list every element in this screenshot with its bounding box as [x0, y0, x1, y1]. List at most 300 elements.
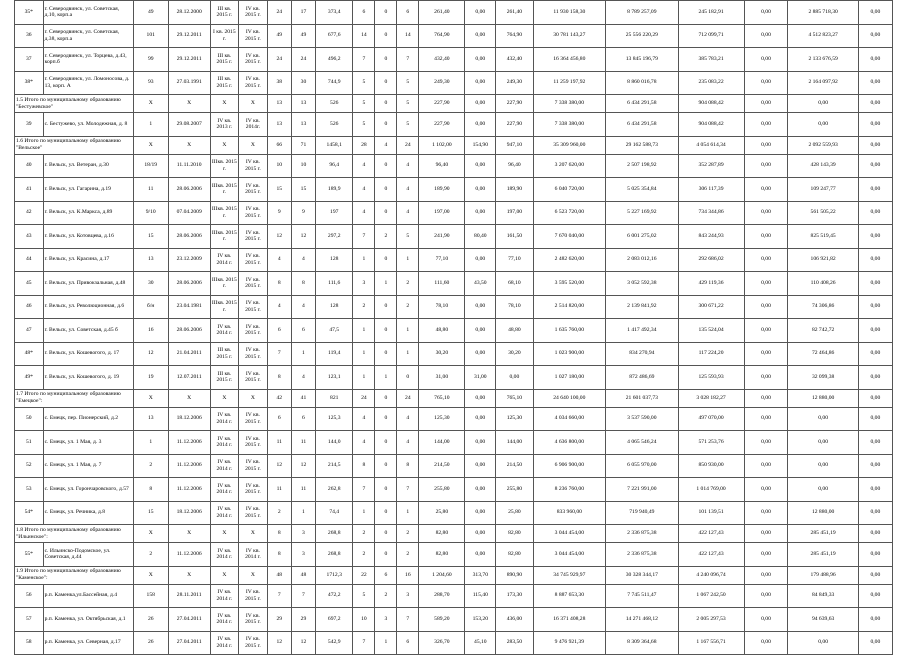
table-cell: 0,00: [465, 248, 496, 272]
table-cell: 82 742,72: [788, 319, 858, 343]
table-cell: 12: [267, 631, 291, 655]
table-cell: 154,90: [465, 136, 496, 154]
table-cell: 3 537 590,00: [606, 407, 679, 431]
table-cell: 12: [267, 225, 291, 249]
table-cell: 6: [375, 566, 397, 584]
table-row: [15, 431, 893, 455]
table-cell: 526: [316, 95, 353, 113]
table-cell: 74,4: [316, 501, 353, 525]
table-cell: 07.04.2009: [168, 201, 210, 225]
table-cell: с. Емецк, ул. Речника, д.8: [43, 501, 133, 525]
table-cell: 18/19: [133, 154, 168, 178]
table-row: [15, 608, 893, 632]
table-cell: 25 556 220,29: [606, 24, 679, 48]
table-cell: 4: [353, 178, 375, 202]
table-cell: 6 434 291,58: [606, 113, 679, 137]
table-cell: 0,00: [744, 272, 788, 296]
table-cell: 6 040 720,00: [533, 178, 606, 202]
table-cell: 429 119,36: [678, 272, 744, 296]
table-cell: 1 027 180,00: [533, 366, 606, 390]
table-cell: X: [168, 95, 210, 113]
table-cell: 0,00: [465, 389, 496, 407]
table-row: [15, 113, 893, 137]
table-cell: 326,70: [419, 631, 465, 655]
table-cell: г. Вельск, ул. Ветеран, д.30: [43, 154, 133, 178]
table-cell: 189,9: [316, 178, 353, 202]
table-cell: 28.06.2006: [168, 178, 210, 202]
table-row: [15, 248, 893, 272]
table-cell: 197,00: [496, 201, 533, 225]
table-cell: 31,00: [419, 366, 465, 390]
table-cell: 0: [375, 248, 397, 272]
table-cell: 4: [397, 407, 419, 431]
table-cell: 48: [267, 566, 291, 584]
table-cell: 0,00: [858, 431, 892, 455]
table-row: [15, 454, 893, 478]
table-cell: 0,00: [744, 24, 788, 48]
table-cell: 7: [353, 225, 375, 249]
table-cell: 9: [267, 201, 291, 225]
table-cell: 197: [316, 201, 353, 225]
table-cell: 1: [353, 319, 375, 343]
subtotal-row: [15, 525, 893, 543]
table-cell: IV кв. 2015 г.: [239, 1, 268, 25]
table-cell: 904 088,42: [678, 113, 744, 137]
table-cell: 36: [15, 24, 44, 48]
table-cell: IV кв. 2014 г.: [210, 608, 239, 632]
table-cell: г. Вельск, ул. Революционная, д.6: [43, 295, 133, 319]
table-cell: 0,00: [744, 248, 788, 272]
table-cell: 0: [375, 342, 397, 366]
table-cell: 0,00: [465, 48, 496, 72]
table-cell: 161,50: [496, 225, 533, 249]
table-cell: 8 887 653,30: [533, 584, 606, 608]
table-cell: 46: [15, 295, 44, 319]
table-cell: 8 860 016,78: [606, 71, 679, 95]
table-cell: 24: [267, 1, 291, 25]
table-cell: 3: [397, 584, 419, 608]
table-cell: X: [210, 95, 239, 113]
table-cell: IV кв. 2015 г.: [239, 154, 268, 178]
table-cell: 4: [291, 248, 315, 272]
table-cell: IV кв. 2015 г.: [239, 178, 268, 202]
table-cell: 12: [291, 631, 315, 655]
table-cell: 4 054 614,34: [678, 136, 744, 154]
table-cell: г. Вельск, ул. Советская, д.45 б: [43, 319, 133, 343]
table-cell: 0,00: [858, 407, 892, 431]
table-cell: 0: [375, 454, 397, 478]
table-cell: 0,00: [465, 319, 496, 343]
table-cell: 422 127,43: [678, 525, 744, 543]
table-cell: 833 960,00: [533, 501, 606, 525]
table-cell: 15: [133, 501, 168, 525]
table-cell: 4: [353, 201, 375, 225]
table-cell: 117 224,20: [678, 342, 744, 366]
table-cell: 2 336 875,38: [606, 525, 679, 543]
table-cell: X: [239, 136, 268, 154]
table-cell: 3 595 520,00: [533, 272, 606, 296]
table-cell: IV кв. 2015 г.: [239, 248, 268, 272]
table-cell: 144,00: [496, 431, 533, 455]
table-cell: 561 505,22: [788, 201, 858, 225]
table-cell: 719 940,49: [606, 501, 679, 525]
subtotal-row: [15, 95, 893, 113]
table-cell: 7: [353, 48, 375, 72]
table-cell: 15: [291, 178, 315, 202]
table-row: [15, 584, 893, 608]
subtotal-label: 1.7 Итого по муниципальному образованию "Емецкое":: [15, 389, 134, 407]
table-cell: 0,00: [465, 342, 496, 366]
table-cell: 0: [375, 178, 397, 202]
table-cell: с. Бестужево, ул. Молодежная, д. 8: [43, 113, 133, 137]
table-cell: 27.04.2011: [168, 631, 210, 655]
table-row: [15, 272, 893, 296]
table-cell: 19: [133, 366, 168, 390]
table-cell: 0,00: [858, 342, 892, 366]
table-cell: 0,00: [858, 24, 892, 48]
table-cell: 5: [353, 71, 375, 95]
table-cell: 0,00: [744, 319, 788, 343]
table-cell: 9: [291, 201, 315, 225]
table-cell: IV кв. 2015 г.: [239, 272, 268, 296]
table-cell: 123,1: [316, 366, 353, 390]
table-cell: 352 287,89: [678, 154, 744, 178]
table-cell: 30: [133, 272, 168, 296]
table-cell: 11.12.2006: [168, 543, 210, 567]
table-cell: 8 236 760,00: [533, 478, 606, 502]
table-cell: 843 244,93: [678, 225, 744, 249]
table-cell: с. Емецк, ул. Горончаровского, д.57: [43, 478, 133, 502]
table-cell: 0,00: [744, 566, 788, 584]
table-cell: 0: [375, 295, 397, 319]
table-cell: 30,20: [419, 342, 465, 366]
table-cell: I кв. 2015 г.: [210, 24, 239, 48]
table-cell: 158: [133, 584, 168, 608]
table-cell: 94 639,63: [788, 608, 858, 632]
table-cell: 49: [133, 1, 168, 25]
table-cell: 6 001 275,02: [606, 225, 679, 249]
table-cell: 227,90: [419, 95, 465, 113]
table-row: [15, 342, 893, 366]
table-cell: 0,00: [744, 154, 788, 178]
table-row: [15, 1, 893, 25]
table-cell: 2 005 297,53: [678, 608, 744, 632]
table-cell: 0: [375, 71, 397, 95]
table-cell: 7 338 380,00: [533, 95, 606, 113]
table-cell: 0,00: [465, 478, 496, 502]
table-cell: 26: [133, 608, 168, 632]
table-cell: 8: [267, 543, 291, 567]
table-cell: IV кв. 2014 г.: [210, 407, 239, 431]
table-cell: 84 849,33: [788, 584, 858, 608]
table-cell: X: [239, 525, 268, 543]
table-cell: с. Ильинско-Подомское, ул. Советская, д.44: [43, 543, 133, 567]
table-row: [15, 319, 893, 343]
table-cell: 0,00: [465, 1, 496, 25]
table-cell: 3 044 454,00: [533, 525, 606, 543]
table-cell: 11 259 197,92: [533, 71, 606, 95]
table-cell: 261,40: [419, 1, 465, 25]
table-cell: 6 906 900,00: [533, 454, 606, 478]
table-cell: IV кв. 2015 г.: [239, 608, 268, 632]
table-cell: 0,00: [496, 366, 533, 390]
table-cell: г. Северодвинск, ул. Торцева, д.43, корп.б: [43, 48, 133, 72]
table-cell: 119,4: [316, 342, 353, 366]
table-row: [15, 48, 893, 72]
table-row: [15, 407, 893, 431]
table-cell: 697,2: [316, 608, 353, 632]
table-cell: 16 364 456,80: [533, 48, 606, 72]
table-cell: 0,00: [858, 201, 892, 225]
table-cell: 0,00: [858, 389, 892, 407]
table-cell: 11.12.2006: [168, 454, 210, 478]
table-cell: X: [210, 136, 239, 154]
table-cell: IV кв. 2014 г.: [210, 584, 239, 608]
table-cell: 125,30: [419, 407, 465, 431]
table-cell: 28.11.2011: [168, 584, 210, 608]
table-cell: г. Северодвинск, ул. Ломоносова, д. 13, корп. А: [43, 71, 133, 95]
table-cell: г. Северодвинск, ул. Советская, д.10, корп.а: [43, 1, 133, 25]
table-cell: 432,40: [419, 48, 465, 72]
table-cell: 17: [291, 1, 315, 25]
table-cell: 28.12.2000: [168, 1, 210, 25]
table-cell: 128: [316, 248, 353, 272]
table-cell: 0,00: [858, 366, 892, 390]
table-cell: X: [239, 389, 268, 407]
table-cell: 2 885 718,30: [788, 1, 858, 25]
table-cell: 0: [375, 525, 397, 543]
table-cell: 4: [353, 431, 375, 455]
table-row: [15, 501, 893, 525]
table-cell: 0,00: [465, 454, 496, 478]
table-cell: X: [239, 95, 268, 113]
subtotal-label: 1.6 Итого по муниципальному образованию "Вельское": [15, 136, 134, 154]
table-row: [15, 24, 893, 48]
table-cell: III кв. 2015 г.: [210, 342, 239, 366]
table-cell: 1: [397, 319, 419, 343]
table-cell: 29 162 588,73: [606, 136, 679, 154]
table-row: [15, 178, 893, 202]
table-cell: 18.12.2006: [168, 407, 210, 431]
table-cell: 48: [291, 566, 315, 584]
table-cell: 5: [353, 113, 375, 137]
table-cell: 4 636 800,00: [533, 431, 606, 455]
table-cell: 29: [267, 608, 291, 632]
table-cell: IIIкв. 2015 г.: [210, 178, 239, 202]
table-cell: 7: [267, 342, 291, 366]
table-cell: 49: [267, 24, 291, 48]
table-cell: 3 207 620,00: [533, 154, 606, 178]
table-cell: 261,40: [496, 1, 533, 25]
table-cell: 0,00: [465, 154, 496, 178]
table-cell: 77,10: [496, 248, 533, 272]
table-cell: 26: [133, 631, 168, 655]
table-cell: 15: [133, 225, 168, 249]
table-cell: 42: [267, 389, 291, 407]
table-cell: 241,90: [419, 225, 465, 249]
table-cell: 0,00: [858, 136, 892, 154]
table-cell: 101: [133, 24, 168, 48]
table-cell: г. Северодвинск, ул. Советская, д.38, корп.а: [43, 24, 133, 48]
table-cell: 8: [353, 454, 375, 478]
table-cell: 0,00: [788, 478, 858, 502]
table-cell: 48,80: [496, 319, 533, 343]
table-cell: 109 247,77: [788, 178, 858, 202]
table-cell: 0,00: [858, 454, 892, 478]
table-row: [15, 201, 893, 225]
table-cell: 6: [353, 1, 375, 25]
table-cell: 144,00: [419, 431, 465, 455]
table-cell: 0,00: [858, 248, 892, 272]
table-cell: 0,00: [465, 113, 496, 137]
table-cell: с. Емецк, пер. Пионерский, д.2: [43, 407, 133, 431]
table-cell: 1: [353, 248, 375, 272]
table-cell: 890,90: [496, 566, 533, 584]
table-cell: 0,00: [858, 566, 892, 584]
table-cell: 66: [267, 136, 291, 154]
table-cell: 13: [267, 95, 291, 113]
table-cell: IV кв. 2013 г.: [210, 113, 239, 137]
table-cell: 1: [291, 342, 315, 366]
table-cell: 44: [15, 248, 44, 272]
table-cell: IV кв. 2015 г.: [239, 366, 268, 390]
table-cell: 7: [397, 608, 419, 632]
table-cell: 13: [291, 113, 315, 137]
table-cell: 7: [267, 584, 291, 608]
table-cell: 825 519,45: [788, 225, 858, 249]
table-cell: 9 476 921,39: [533, 631, 606, 655]
table-cell: 764,90: [419, 24, 465, 48]
table-cell: 144,0: [316, 431, 353, 455]
table-cell: 947,10: [496, 136, 533, 154]
table-cell: 214,5: [316, 454, 353, 478]
table-cell: IV кв. 2015 г.: [239, 454, 268, 478]
table-cell: 5 227 169,92: [606, 201, 679, 225]
table-cell: 0,00: [788, 113, 858, 137]
table-cell: 0,00: [858, 478, 892, 502]
table-cell: 23.04.1981: [168, 295, 210, 319]
table-row: [15, 478, 893, 502]
table-cell: 0: [375, 543, 397, 567]
table-cell: 571 253,76: [678, 431, 744, 455]
table-cell: 71: [291, 136, 315, 154]
table-cell: 30 328 344,17: [606, 566, 679, 584]
table-cell: 285 451,19: [788, 543, 858, 567]
table-cell: 1 204,60: [419, 566, 465, 584]
table-cell: 0,00: [744, 136, 788, 154]
table-cell: 82,80: [419, 525, 465, 543]
table-cell: X: [239, 566, 268, 584]
table-cell: 0,00: [744, 95, 788, 113]
table-cell: 0,00: [744, 501, 788, 525]
table-cell: 1: [133, 431, 168, 455]
table-cell: 12 880,00: [788, 389, 858, 407]
table-cell: 292 686,02: [678, 248, 744, 272]
table-cell: IV кв. 2014 г.: [210, 543, 239, 567]
table-cell: г. Вельск, ул. Красина, д.17: [43, 248, 133, 272]
table-cell: 8: [267, 272, 291, 296]
table-cell: 189,90: [419, 178, 465, 202]
table-cell: 0,00: [465, 71, 496, 95]
table-cell: 12.07.2011: [168, 366, 210, 390]
table-cell: 712 099,71: [678, 24, 744, 48]
table-cell: 245 182,91: [678, 1, 744, 25]
table-cell: IIIкв. 2015 г.: [210, 272, 239, 296]
table-cell: 21.04.2011: [168, 342, 210, 366]
table-cell: 78,10: [496, 295, 533, 319]
table-cell: IV кв. 2014 г.: [210, 631, 239, 655]
table-cell: 764,90: [496, 24, 533, 48]
table-cell: 12: [291, 454, 315, 478]
table-cell: 496,2: [316, 48, 353, 72]
table-cell: IV кв. 2015 г.: [239, 201, 268, 225]
table-cell: б/н: [133, 295, 168, 319]
table-cell: 0: [375, 113, 397, 137]
table-cell: 3: [291, 543, 315, 567]
table-cell: 0: [375, 1, 397, 25]
table-cell: 40: [15, 154, 44, 178]
table-cell: III кв. 2015 г.: [210, 71, 239, 95]
table-cell: IV кв. 2015 г.: [239, 501, 268, 525]
table-cell: 0,00: [788, 431, 858, 455]
table-cell: 125,30: [496, 407, 533, 431]
table-cell: 18.12.2006: [168, 501, 210, 525]
table-cell: IV кв. 2015 г.: [239, 407, 268, 431]
table-cell: 28.06.2006: [168, 319, 210, 343]
table-cell: 11.12.2006: [168, 431, 210, 455]
table-cell: р.п. Каменка, ул. Октябрьская, д.1: [43, 608, 133, 632]
table-cell: 49: [291, 24, 315, 48]
table-cell: 3: [375, 608, 397, 632]
table-cell: 1 635 760,00: [533, 319, 606, 343]
table-cell: 2: [397, 525, 419, 543]
table-row: [15, 295, 893, 319]
table-cell: 0,00: [744, 608, 788, 632]
table-cell: 7: [397, 478, 419, 502]
table-cell: 56: [15, 584, 44, 608]
table-cell: 0,00: [744, 584, 788, 608]
table-cell: 41: [291, 389, 315, 407]
table-cell: IIIкв. 2015 г.: [210, 201, 239, 225]
table-cell: 2 482 620,00: [533, 248, 606, 272]
table-cell: р.п. Каменка,ул.Бассейная, д.4: [43, 584, 133, 608]
table-cell: 31,00: [465, 366, 496, 390]
table-cell: 2: [375, 584, 397, 608]
table-cell: 54*: [15, 501, 44, 525]
subtotal-label: 1.8 Итого по муниципальному образованию "Ильинское":: [15, 525, 134, 543]
table-cell: 48*: [15, 342, 44, 366]
table-cell: 472,2: [316, 584, 353, 608]
table-cell: 422 127,43: [678, 543, 744, 567]
table-cell: 3 028 182,27: [678, 389, 744, 407]
table-cell: 4: [397, 178, 419, 202]
table-cell: 0,00: [744, 525, 788, 543]
table-cell: 0: [375, 501, 397, 525]
table-cell: IV кв. 2015 г.: [239, 71, 268, 95]
table-cell: 0: [375, 154, 397, 178]
table-cell: 0,00: [788, 454, 858, 478]
table-cell: 2: [353, 543, 375, 567]
table-cell: 4: [375, 136, 397, 154]
table-cell: 0,00: [858, 501, 892, 525]
table-cell: IIIкв. 2015 г.: [210, 154, 239, 178]
table-cell: 2: [375, 225, 397, 249]
table-cell: 313,70: [465, 566, 496, 584]
table-cell: 13: [267, 113, 291, 137]
table-cell: 99: [133, 48, 168, 72]
table-cell: 15: [267, 178, 291, 202]
subtotal-row: [15, 389, 893, 407]
